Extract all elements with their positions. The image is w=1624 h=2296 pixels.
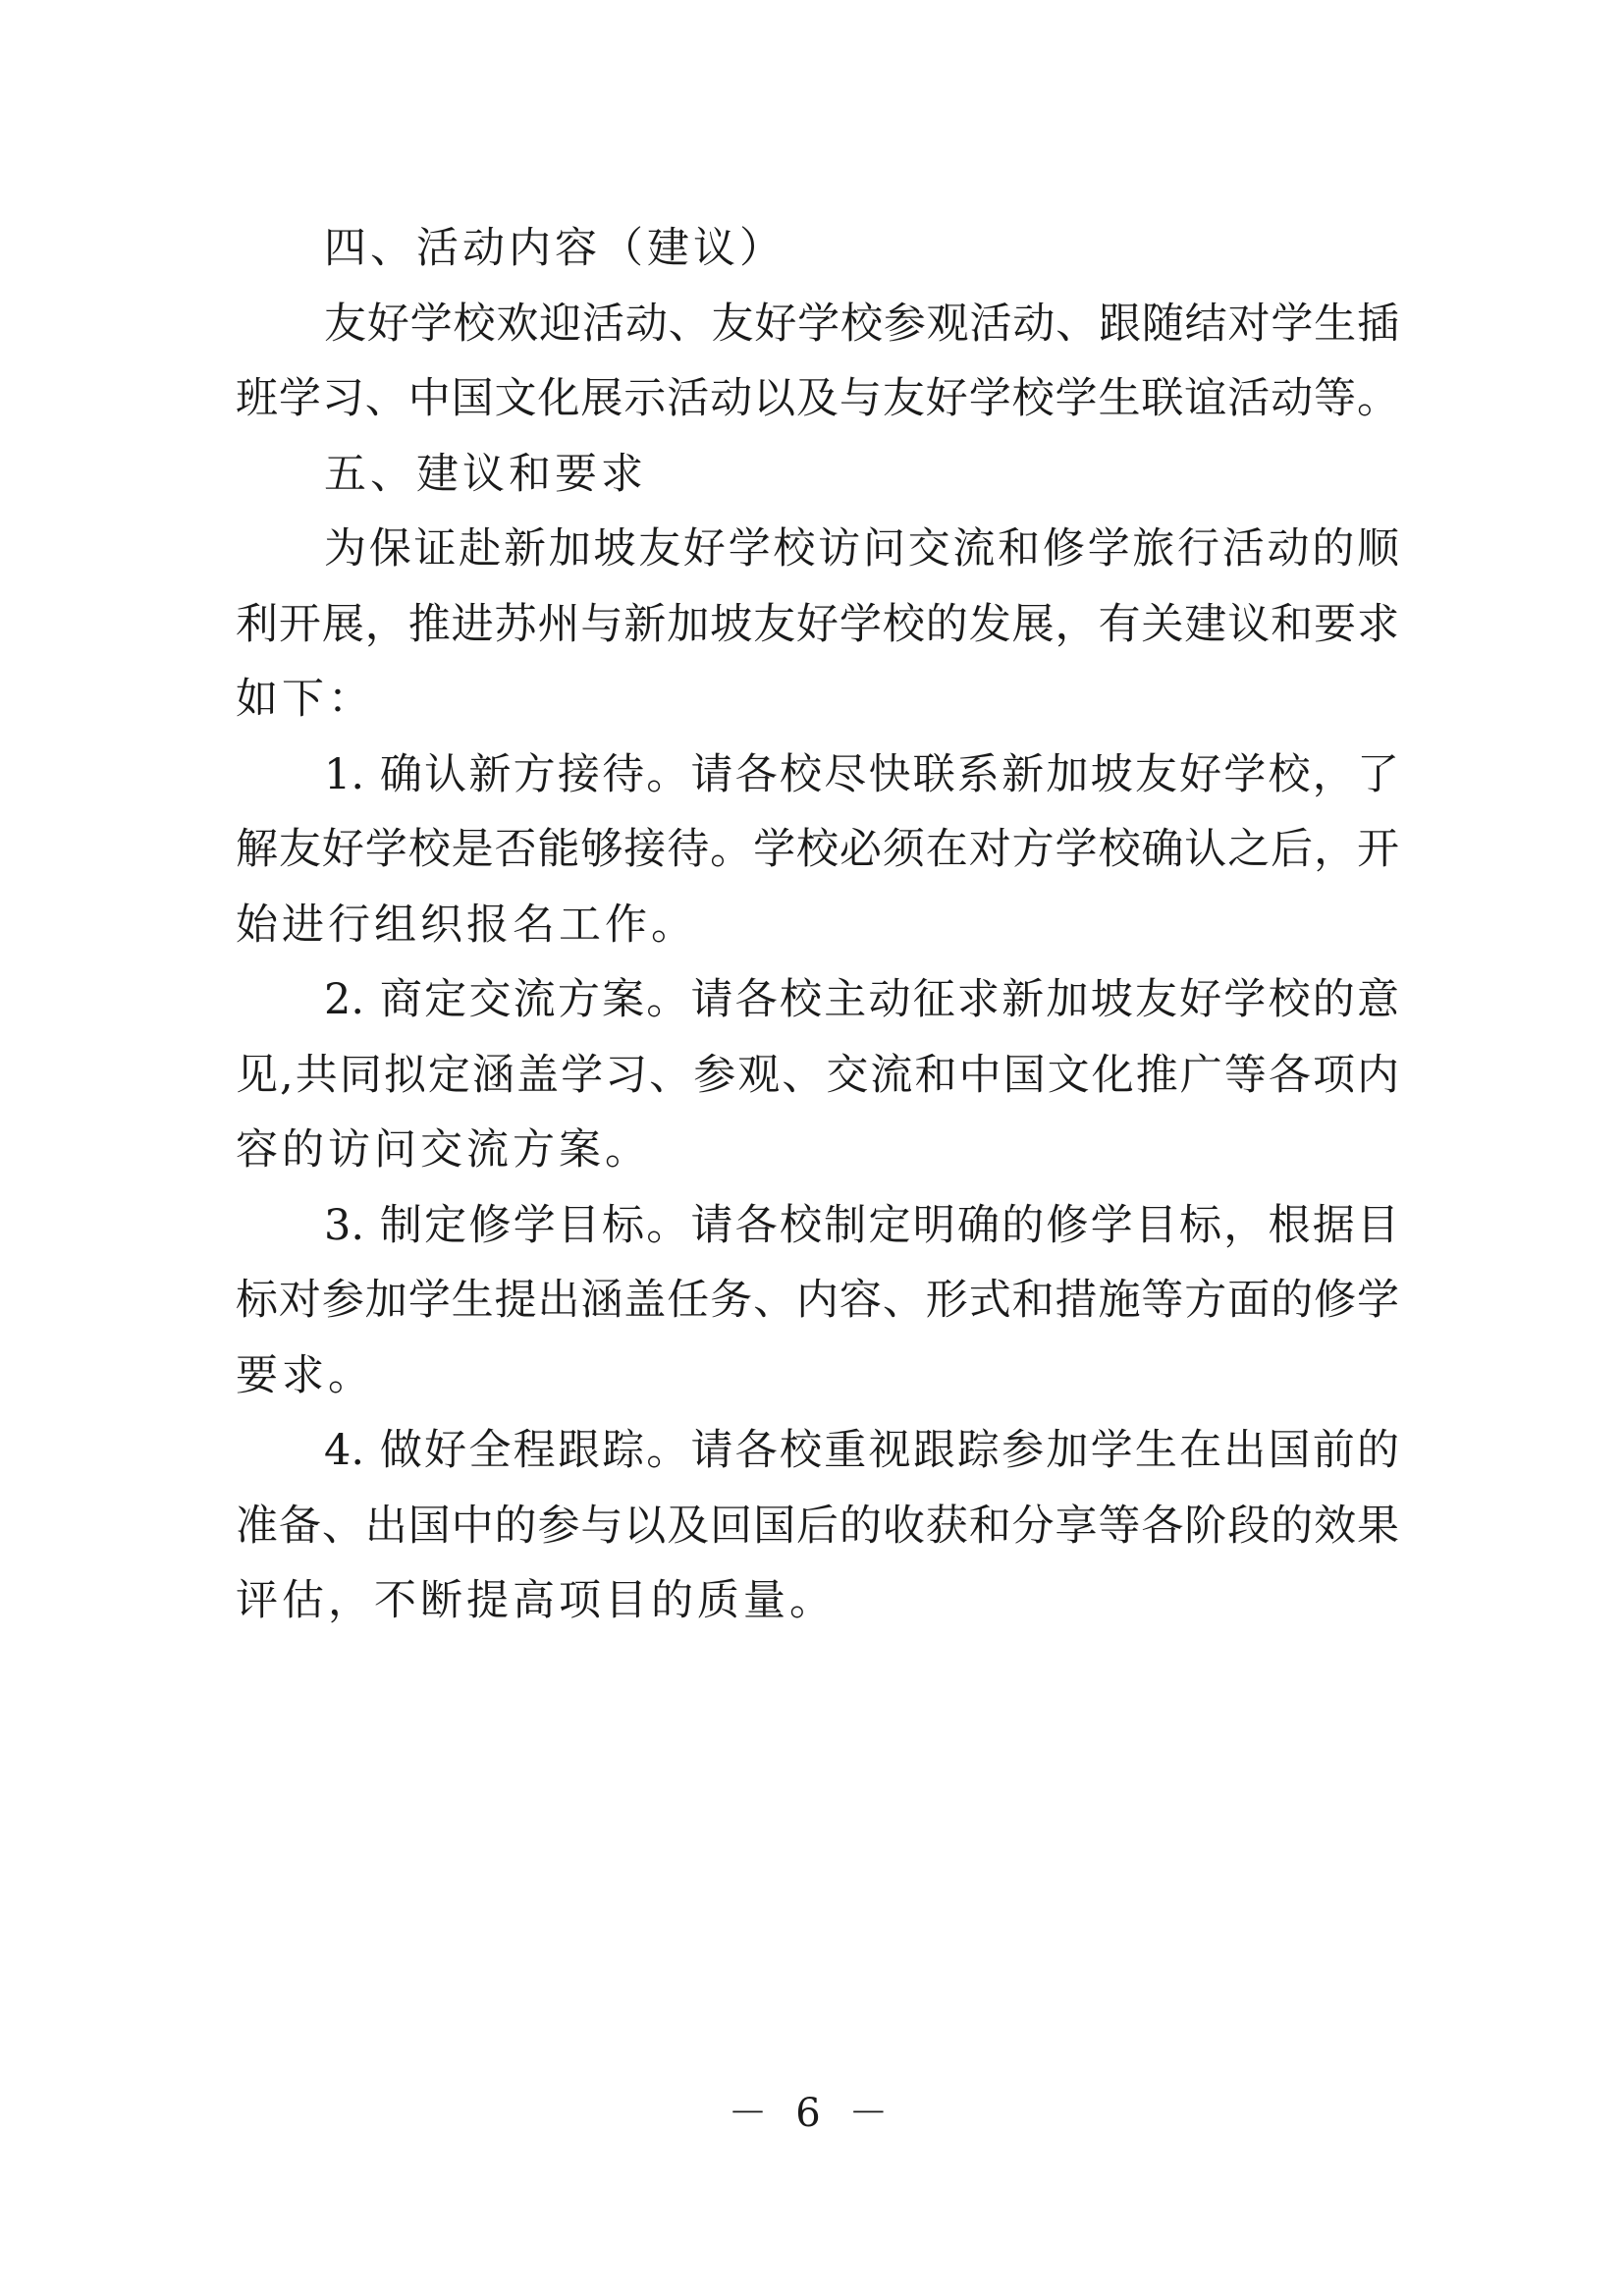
paragraph-line: 利开展，推进苏州与新加坡友好学校的发展，有关建议和要求 xyxy=(236,599,1399,649)
paragraph-line: 如下： xyxy=(236,675,374,724)
document-body xyxy=(236,211,1399,1639)
page-number: － 6 － xyxy=(728,2091,896,2136)
section-heading-activities: 四、活动内容（建议） xyxy=(324,224,785,273)
list-item-line: 要求。 xyxy=(236,1350,374,1400)
list-item-line: 2. 商定交流方案。请各校主动征求新加坡友好学校的意 xyxy=(324,975,1399,1024)
list-item-line: 始进行组织报名工作。 xyxy=(236,900,697,950)
list-item-line: 标对参加学生提出涵盖任务、内容、形式和措施等方面的修学 xyxy=(236,1276,1399,1325)
list-item-line: 3. 制定修学目标。请各校制定明确的修学目标，根据目 xyxy=(324,1200,1399,1250)
list-item-line: 4. 做好全程跟踪。请各校重视跟踪参加学生在出国前的 xyxy=(324,1426,1399,1475)
list-item-line: 容的访问交流方案。 xyxy=(236,1125,651,1175)
paragraph-line: 为保证赴新加坡友好学校访问交流和修学旅行活动的顺 xyxy=(324,524,1399,574)
list-item-line: 见,共同拟定涵盖学习、参观、交流和中国文化推广等各项内 xyxy=(236,1050,1399,1100)
list-item-line: 准备、出国中的参与以及回国后的收获和分享等各阶段的效果 xyxy=(236,1501,1399,1551)
paragraph-line: 班学习、中国文化展示活动以及与友好学校学生联谊活动等。 xyxy=(236,374,1399,423)
paragraph-line: 友好学校欢迎活动、友好学校参观活动、跟随结对学生插 xyxy=(324,299,1399,349)
section-heading-requirements: 五、建议和要求 xyxy=(324,449,647,499)
list-item-line: 解友好学校是否能够接待。学校必须在对方学校确认之后，开 xyxy=(236,825,1399,874)
list-item-line: 1. 确认新方接待。请各校尽快联系新加坡友好学校，了 xyxy=(324,749,1399,799)
list-item-line: 评估，不断提高项目的质量。 xyxy=(236,1576,836,1625)
